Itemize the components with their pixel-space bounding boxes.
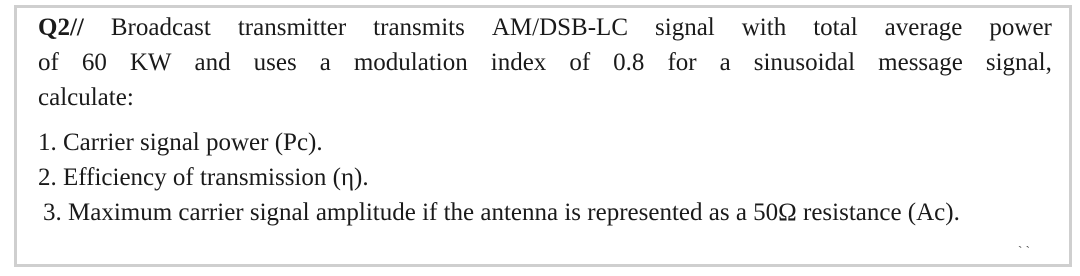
question-items-list: [38, 125, 960, 230]
word: of: [569, 49, 591, 76]
word: Broadcast: [110, 14, 211, 41]
word: average: [884, 14, 963, 41]
word: transmitter: [237, 14, 347, 41]
word: a: [319, 49, 331, 76]
word: index: [490, 49, 547, 76]
word: AM/DSB-LC: [491, 14, 628, 41]
word: uses: [253, 49, 297, 76]
word: power: [989, 14, 1052, 41]
word: 60: [81, 49, 107, 76]
list-item-efficiency: 2. Efficiency of transmission (η).: [38, 164, 369, 191]
word: 0.8: [613, 49, 645, 76]
word: signal: [655, 14, 715, 41]
word: signal,: [985, 49, 1052, 76]
word: with: [741, 14, 787, 41]
word: total: [813, 14, 858, 41]
question-line-2: [38, 45, 1052, 80]
word: transmits: [373, 14, 465, 41]
question-paragraph: [38, 10, 1052, 115]
list-item-max-amplitude: 3. Maximum carrier signal amplitude if the antenna is represented as a 50Ω resistance (Ac).: [43, 199, 960, 226]
word: a: [719, 49, 731, 76]
word: modulation: [353, 49, 468, 76]
word: and: [194, 49, 231, 76]
word: message: [878, 49, 963, 76]
stray-mark: ` `: [1018, 243, 1030, 258]
word: of: [38, 49, 59, 76]
word: KW: [129, 49, 172, 76]
list-item-carrier-power: 1. Carrier signal power (Pc).: [38, 129, 323, 156]
word: sinusoidal: [753, 49, 856, 76]
question-label: Q2//: [38, 14, 84, 41]
question-line-3: [38, 80, 1052, 115]
word: for: [667, 49, 697, 76]
word: calculate:: [38, 84, 134, 111]
question-line-1: [38, 10, 1052, 45]
